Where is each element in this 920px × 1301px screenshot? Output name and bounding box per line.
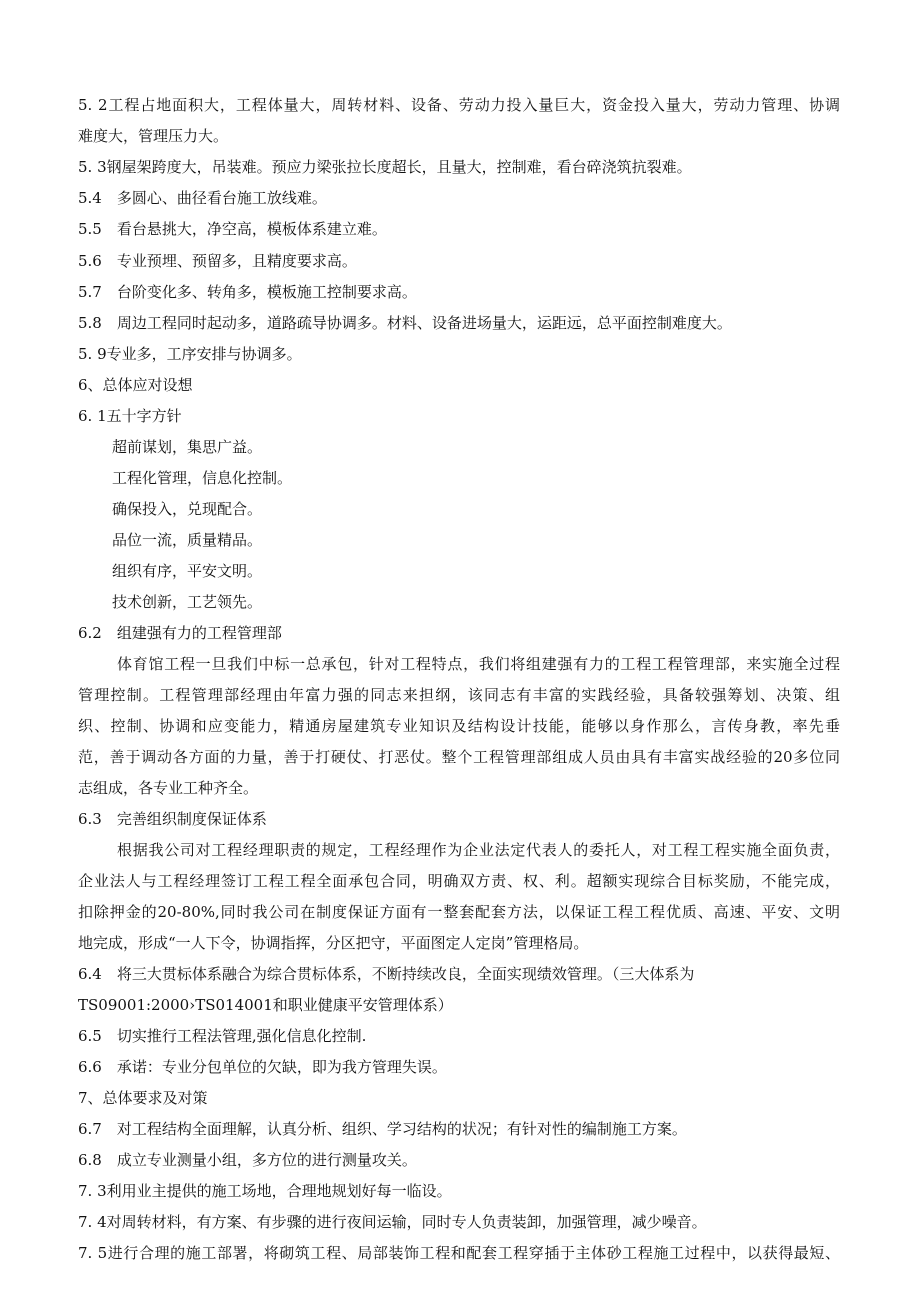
- text-line: 7. 3利用业主提供的施工场地，合理地规划好每一临设。: [78, 1182, 452, 1200]
- subsection-heading: 6. 1五十字方针: [78, 407, 182, 425]
- text-line: 7. 5进行合理的施工部署，将砌筑工程、局部装饰工程和配套工程穿插于主体砂工程施工过程中，以获得最短、: [78, 1244, 840, 1262]
- text-line: 5.8 周边工程同时起动多，道路疏导协调多。材料、设备进场量大，运距远，总平面控制难度大。: [78, 314, 732, 332]
- text-line: 5.4 多圆心、曲径看台施工放线难。: [78, 189, 327, 207]
- paragraph-line: 织、控制、协调和应变能力，精通房屋建筑专业知识及结构设计技能，能够以身作那么，言传身教，率先垂: [78, 717, 840, 735]
- text-line: 5.7 台阶变化多、转角多，模板施工控制要求高。: [78, 283, 417, 301]
- paragraph-line: 根据我公司对工程经理职责的规定，工程经理作为企业法定代表人的委托人，对工程工程实施全面负责，: [117, 841, 840, 859]
- text-line: 5.6 专业预埋、预留多，且精度要求高。: [78, 252, 357, 270]
- principle-item: 确保投入，兑现配合。: [112, 500, 263, 518]
- subsection-heading: 6.3 完善组织制度保证体系: [78, 810, 267, 828]
- paragraph-line: 志组成，各专业工种齐全。: [78, 779, 259, 797]
- paragraph-line: 体育馆工程一旦我们中标一总承包，针对工程特点，我们将组建强有力的工程工程管理部，来实施全过程: [117, 655, 840, 673]
- text-line: 7. 4对周转材料，有方案、有步骤的进行夜间运输，同时专人负责装卸，加强管理，减少噪音。: [78, 1213, 707, 1231]
- principle-item: 技术创新，工艺领先。: [112, 593, 263, 611]
- text-line: 6.4 将三大贯标体系融合为综合贯标体系，不断持续改良，全面实现绩效管理。（三大体系为: [78, 965, 695, 983]
- text-line: TS09001:2000›TS014001和职业健康平安管理体系）: [78, 996, 453, 1014]
- text-line: 5. 9专业多，工序安排与协调多。: [78, 345, 302, 363]
- text-line: 6.5 切实推行工程法管理,强化信息化控制.: [78, 1027, 367, 1045]
- principle-item: 品位一流，质量精品。: [112, 531, 263, 549]
- paragraph-line: 扣除押金的20-80%,同时我公司在制度保证方面有一整套配套方法，以保证工程工程优质、高速、平安、文明: [78, 903, 840, 921]
- paragraph-line: 管理控制。工程管理部经理由年富力强的同志来担纲，该同志有丰富的实践经验，具备较强筹划、决策、组: [78, 686, 840, 704]
- subsection-heading: 6.2 组建强有力的工程管理部: [78, 624, 282, 642]
- text-line: 5. 2工程占地面积大，工程体量大，周转材料、设备、劳动力投入量巨大，资金投入量大，劳动力管理、协调: [78, 96, 840, 114]
- paragraph-line: 企业法人与工程经理签订工程工程全面承包合同，明确双方责、权、利。超额实现综合目标奖励，不能完成，: [78, 872, 840, 890]
- text-line: 6.7 对工程结构全面理解，认真分析、组织、学习结构的状况；有针对性的编制施工方案。: [78, 1120, 687, 1138]
- principle-item: 组织有序，平安文明。: [112, 562, 263, 580]
- principle-item: 超前谋划，集思广益。: [112, 438, 263, 456]
- paragraph-line: 范，善于调动各方面的力量，善于打硬仗、打恶仗。整个工程管理部组成人员由具有丰富实战经验的20多位同: [78, 748, 840, 766]
- paragraph-line: 地完成，形成“一人下令，协调指挥，分区把守，平面图定人定岗”管理格局。: [78, 934, 589, 952]
- section-heading: 6、总体应对设想: [78, 376, 193, 394]
- text-line: 5.5 看台悬挑大，净空高，模板体系建立难。: [78, 220, 387, 238]
- section-heading: 7、总体要求及对策: [78, 1089, 208, 1107]
- text-line: 难度大，管理压力大。: [78, 127, 229, 145]
- text-line: 6.8 成立专业测量小组，多方位的进行测量攻关。: [78, 1151, 417, 1169]
- text-line: 6.6 承诺：专业分包单位的欠缺，即为我方管理失误。: [78, 1058, 447, 1076]
- principle-item: 工程化管理，信息化控制。: [112, 469, 293, 487]
- text-line: 5. 3钢屋架跨度大，吊装难。预应力梁张拉长度超长，且量大，控制难，看台碎浇筑抗裂难。: [78, 158, 692, 176]
